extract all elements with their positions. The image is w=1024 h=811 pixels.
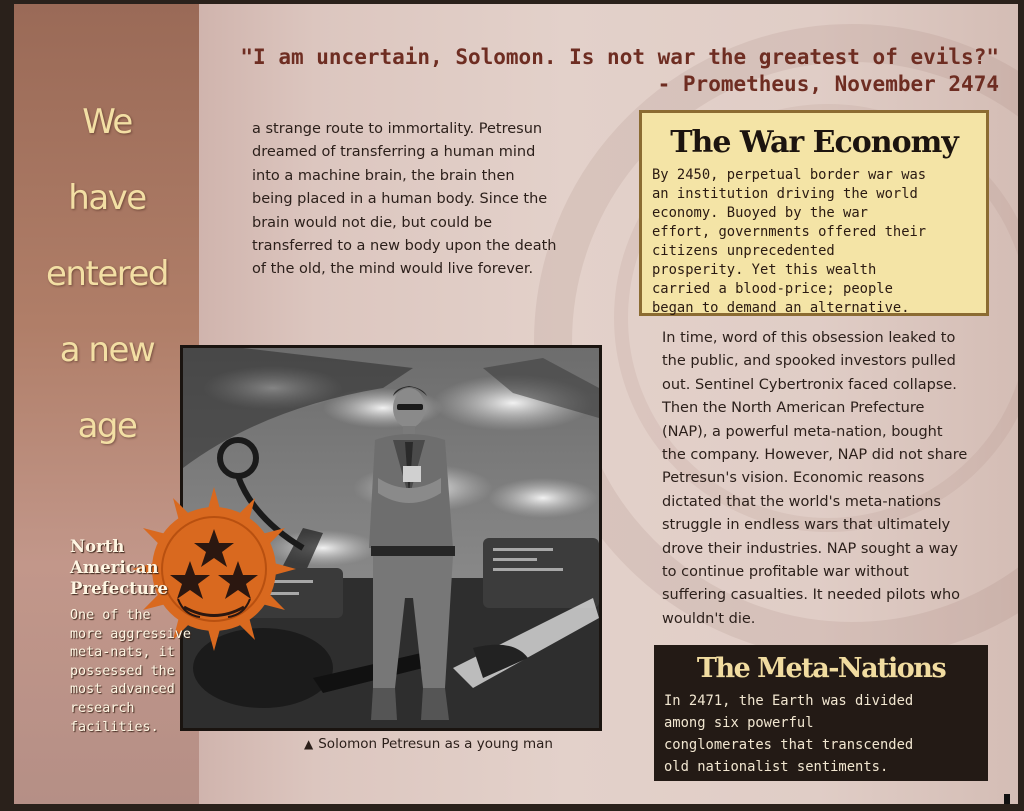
column-line: a strange route to immortality. Petresun: [252, 121, 543, 137]
column-line: out. Sentinel Cybertronix faced collapse.: [662, 376, 957, 393]
war-economy-sidebar: [639, 110, 989, 316]
nap-desc-line: more aggressive: [70, 626, 191, 642]
caption-text: Solomon Petresun as a young man: [318, 736, 553, 752]
column-line: wouldn't die.: [662, 610, 756, 627]
column-line: transferred to a new body upon the death: [252, 238, 557, 255]
sidebar-line: carried a blood-price; people: [652, 281, 893, 297]
sidebar-line: By 2450, perpetual border war was: [652, 167, 927, 183]
column-line: drove their industries. NAP sought a way: [662, 540, 959, 557]
meta-nations-line: among six powerful: [664, 715, 814, 731]
column-line: the company. However, NAP did not share: [662, 447, 968, 464]
nap-desc-line: facilities.: [70, 719, 159, 735]
page-edge-marker: [1004, 794, 1010, 804]
meta-nations-title: The Meta-Nations: [696, 653, 946, 684]
column-line: struggle in endless wars that ultimately: [662, 517, 951, 534]
sidebar-line: began to demand an alternative.: [652, 300, 910, 316]
caption-arrow-icon: ▲: [304, 737, 314, 751]
quote-text: "I am uncertain, Solomon. Is not war the greatest of evils?": [240, 45, 999, 69]
column-line: suffering casualties. It needed pilots who: [662, 587, 961, 604]
sidebar-title: The War Economy: [670, 125, 958, 160]
column-line: dreamed of transferring a human mind: [252, 144, 536, 161]
tagline-line: We: [82, 102, 132, 142]
column-line: (NAP), a powerful meta-nation, bought: [662, 423, 943, 440]
nap-title-line: North: [70, 537, 125, 556]
nap-desc-line: most advanced: [70, 682, 175, 698]
tagline-line: a new: [59, 330, 155, 370]
pull-quote: [224, 44, 999, 98]
sidebar-line: effort, governments offered their: [652, 224, 927, 240]
column-line: brain would not die, but could be: [252, 214, 493, 231]
column-line: Petresun's vision. Economic reasons: [662, 470, 925, 487]
sidebar-body: [652, 166, 976, 318]
column-line: In time, word of this obsession leaked to: [662, 330, 956, 346]
article-column-2: [662, 327, 1007, 631]
meta-nations-line: old nationalist sentiments.: [664, 759, 889, 775]
tagline: [32, 84, 182, 464]
illustration-caption: [304, 736, 614, 752]
sidebar-line: economy. Buoyed by the war: [652, 205, 868, 221]
tagline-line: age: [77, 406, 137, 446]
column-line: into a machine brain, the brain then: [252, 167, 515, 184]
sidebar-line: citizens unprecedented: [652, 243, 835, 259]
nap-desc-line: research: [70, 700, 135, 716]
column-line: being placed in a human body. Since the: [252, 191, 548, 208]
column-line: the public, and spooked investors pulled: [662, 353, 956, 370]
nap-desc-line: possessed the: [70, 663, 175, 679]
quote-attribution: - Prometheus, November 2474: [657, 72, 999, 96]
meta-nations-line: In 2471, the Earth was divided: [664, 693, 914, 709]
column-line: to continue profitable war without: [662, 564, 909, 581]
column-line: of the old, the mind would live forever.: [252, 261, 534, 278]
column-line: dictated that the world's meta-nations: [662, 493, 941, 510]
nap-description: [70, 607, 230, 737]
nap-desc-line: meta-nats, it: [70, 645, 175, 661]
meta-nations-body: [664, 690, 978, 778]
nap-title-line: American: [70, 558, 159, 577]
sidebar-line: prosperity. Yet this wealth: [652, 262, 877, 278]
magazine-page: [14, 4, 1018, 804]
nap-desc-line: One of the: [70, 608, 151, 623]
tagline-line: entered: [46, 254, 168, 294]
nap-title-line: Prefecture: [70, 579, 169, 598]
tagline-line: have: [68, 178, 146, 218]
meta-nations-sidebar: [654, 645, 988, 781]
nap-title: [70, 536, 200, 599]
column-line: Then the North American Prefecture: [662, 400, 925, 417]
article-column-1: [252, 118, 612, 282]
sidebar-line: an institution driving the world: [652, 186, 918, 202]
meta-nations-line: conglomerates that transcended: [664, 737, 914, 753]
